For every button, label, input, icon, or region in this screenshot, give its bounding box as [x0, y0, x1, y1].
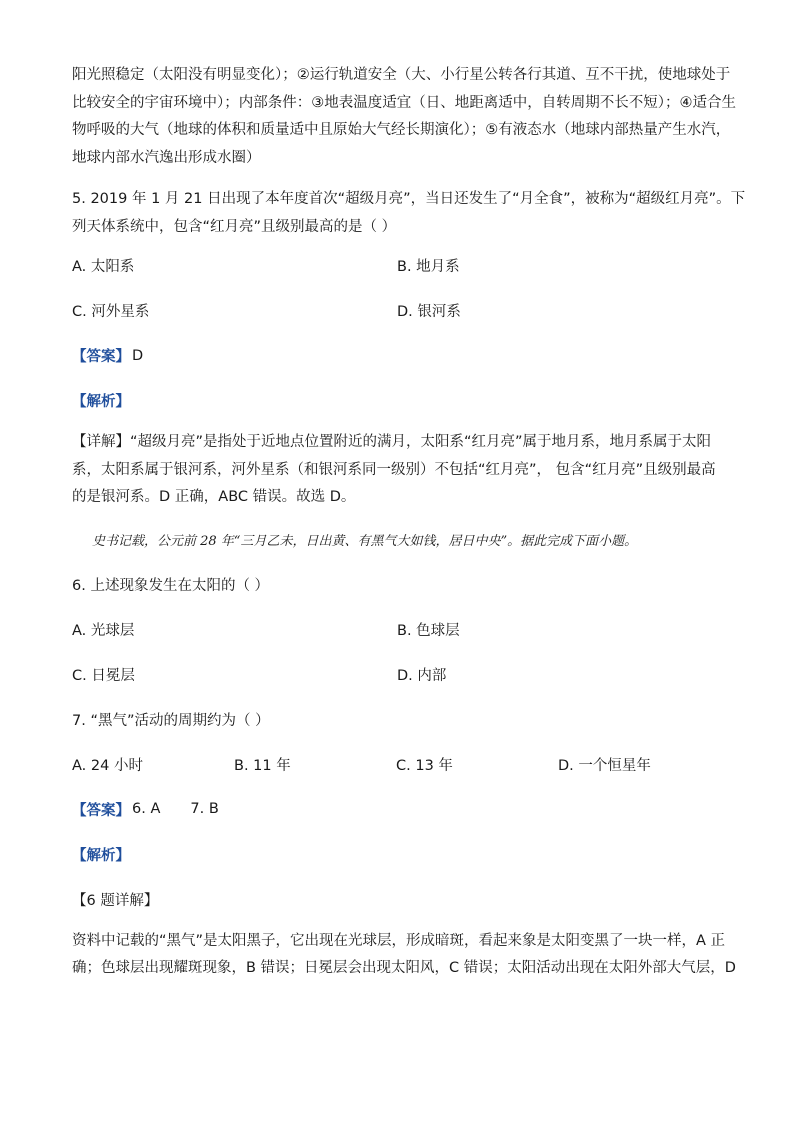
answers-6-7: [72, 787, 724, 832]
answer-6: 6. A: [132, 801, 161, 817]
document-page: [72, 62, 746, 983]
detail-text: “超级月亮”是指处于近地点位置附近的满月，太阳系“红月亮”属于地月系，地月系属于太阳: [130, 434, 712, 450]
answer-tag: 【答案】: [72, 802, 130, 819]
analysis-tag: 【解析】: [72, 394, 130, 410]
question-5-options-row-1: [72, 243, 724, 288]
intro-line: 比较安全的宇宙环境中）；内部条件：③地表温度适宜（日、地距离适中，自转周期不长不短）；④适合生: [72, 94, 736, 111]
question-5-options-row-2: [72, 288, 724, 333]
question-7-options: [72, 742, 724, 787]
question-5-stem: [72, 186, 746, 241]
analysis-6-7: [72, 832, 724, 877]
option-d: D. 一个恒星年: [558, 757, 651, 774]
option-a: A. 光球层: [72, 622, 135, 639]
question-5-line: 列天体系统中，包含“红月亮”且级别最高的是（ ）: [72, 218, 397, 235]
question-5-line: 5. 2019 年 1 月 21 日出现了本年度首次“超级月亮”，当日还发生了“月全食”，被称为“超级红月亮”。下: [72, 191, 746, 207]
option-c: C. 河外星系: [72, 304, 150, 320]
intro-line: 物呼吸的大气（地球的体积和质量适中且原始大气经长期演化）；⑤有液态水（地球内部热量产生水汽，: [72, 122, 731, 138]
detail-line: [72, 429, 724, 457]
material-text: 史书记载，公元前 28 年“三月乙未，日出黄、有黑气大如钱，居日中央”。据此完成下面小题。: [92, 533, 638, 549]
option-a: A. 太阳系: [72, 259, 135, 275]
option-b: B. 11 年: [234, 757, 291, 774]
question-6-options-row-1: [72, 607, 724, 652]
detail-tag: 【详解】: [72, 434, 130, 450]
option-d: D. 银河系: [397, 304, 461, 320]
question-6-stem: 6. 上述现象发生在太阳的（ ）: [72, 577, 270, 594]
option-d: D. 内部: [397, 667, 447, 684]
option-c: C. 日冕层: [72, 667, 135, 684]
question-7-stem: 7. “黑气”活动的周期约为（ ）: [72, 712, 270, 729]
option-c: C. 13 年: [396, 757, 453, 774]
detail-line: 的是银河系。D 正确，ABC 错误。故选 D。: [72, 489, 356, 505]
analysis-tag: 【解析】: [72, 847, 130, 864]
option-b: B. 色球层: [397, 622, 460, 639]
detail-line: 系，太阳系属于银河系，河外星系（和银河系同一级别）不包括“红月亮”， 包含“红月亮”且级别最高: [72, 461, 716, 478]
detail-6-line: 资料中记载的“黑气”是太阳黑子，它出现在光球层，形成暗斑，看起来象是太阳变黑了一块一样，A 正: [72, 932, 726, 949]
answer-tag: 【答案】: [72, 349, 130, 365]
detail-6-paragraph: [72, 928, 736, 983]
question-6-options-row-2: [72, 652, 724, 697]
question-5-answer: [72, 333, 724, 378]
answer-7: 7. B: [190, 801, 219, 817]
option-a: A. 24 小时: [72, 757, 143, 774]
detail-6-tag: 【6 题详解】: [72, 892, 159, 909]
detail-6-heading: [72, 877, 724, 922]
intro-line: 地球内部水汽逸出形成水圈）: [72, 149, 261, 166]
detail-6-line: 确；色球层出现耀斑现象，B 错误；日冕层会出现太阳风，C 错误；太阳活动出现在太阳外部大气层，D: [72, 960, 736, 976]
question-5-detail: [72, 429, 724, 512]
option-b: B. 地月系: [397, 259, 460, 275]
intro-line: 阳光照稳定（太阳没有明显变化）；②运行轨道安全（大、小行星公转各行其道、互不干扰，使地球处于: [72, 67, 731, 83]
answer-value: D: [132, 347, 144, 364]
intro-paragraph: [72, 62, 736, 172]
question-5-analysis: [72, 378, 724, 423]
